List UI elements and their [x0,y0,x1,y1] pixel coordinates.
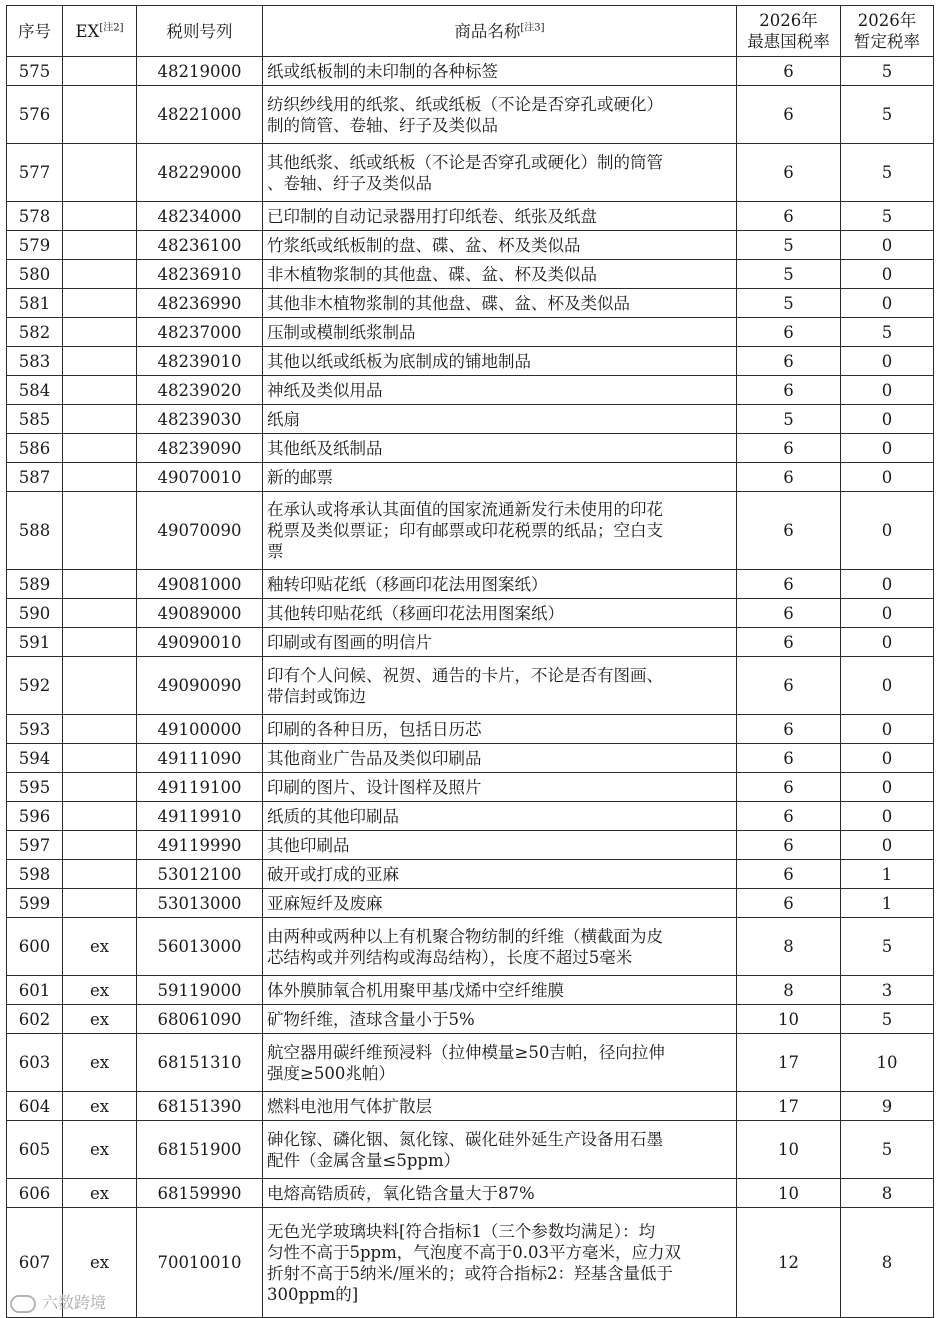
table-row [7,918,934,976]
cell-name [263,918,737,976]
cell-name [263,376,737,405]
table-row [7,1121,934,1179]
cell-ex [63,405,137,434]
cell-provisional-rate: 5 [841,318,934,347]
table-row [7,492,934,570]
cell-code: 48236910 [137,260,263,289]
watermark [10,1290,106,1313]
cell-ex: ex [63,1179,137,1208]
cell-ex [63,260,137,289]
table-row [7,628,934,657]
cell-name-line: 芯结构或并列结构或海岛结构），长度不超过5毫米 [267,947,633,967]
cell-ex [63,202,137,231]
cell-provisional-rate: 0 [841,657,934,715]
cell-code: 48239020 [137,376,263,405]
cell-mfn-rate: 6 [737,715,841,744]
cell-code: 49100000 [137,715,263,744]
table-row [7,144,934,202]
table-row [7,1179,934,1208]
cell-provisional-rate: 3 [841,976,934,1005]
table-row [7,976,934,1005]
cell-name-line: 无色光学玻璃块料[符合指标1（三个参数均满足）：均 [267,1221,656,1241]
cell-seq: 598 [7,860,63,889]
cell-name [263,492,737,570]
cell-ex [63,889,137,918]
cell-ex [63,773,137,802]
cell-name-line: 电熔高锆质砖，氧化锆含量大于87% [267,1183,535,1203]
cell-name-line: 折射不高于5纳米/厘米的；或符合指标2：羟基含量低于 [267,1263,674,1283]
cell-seq: 596 [7,802,63,831]
cell-name [263,1005,737,1034]
cell-ex [63,289,137,318]
cell-seq: 583 [7,347,63,376]
cell-seq: 591 [7,628,63,657]
cell-name-line: 印刷或有图画的明信片 [267,632,432,652]
table-row [7,1092,934,1121]
cell-provisional-rate: 0 [841,463,934,492]
table-row [7,289,934,318]
cell-name-line: 神纸及类似用品 [267,380,383,400]
cell-code: 48237000 [137,318,263,347]
cell-seq: 590 [7,599,63,628]
cell-provisional-rate: 0 [841,231,934,260]
header-mfn-rate: 2026年 最惠国税率 [737,6,841,57]
cell-mfn-rate: 6 [737,744,841,773]
cell-name-line: 其他非木植物浆制的其他盘、碟、盆、杯及类似品 [267,293,630,313]
cell-name-line: 带信封或饰边 [267,686,366,706]
cell-mfn-rate: 17 [737,1034,841,1092]
table-body [7,57,934,1318]
cell-name-line: 印有个人问候、祝贺、通告的卡片，不论是否有图画、 [267,665,663,685]
cell-seq: 604 [7,1092,63,1121]
cell-code: 48239090 [137,434,263,463]
cell-seq: 599 [7,889,63,918]
table-row [7,599,934,628]
cell-code: 49081000 [137,570,263,599]
cell-ex [63,628,137,657]
cell-seq: 592 [7,657,63,715]
cell-name-line: 强度≥500兆帕） [267,1063,395,1083]
cell-code: 68061090 [137,1005,263,1034]
cell-name-line: 匀性不高于5ppm，气泡度不高于0.03平方毫米，应力双 [267,1242,682,1262]
cell-name [263,260,737,289]
cell-seq: 595 [7,773,63,802]
cell-seq: 594 [7,744,63,773]
cell-mfn-rate: 5 [737,231,841,260]
cell-name [263,405,737,434]
cell-name-line: 在承认或将承认其面值的国家流通新发行未使用的印花 [267,500,663,519]
table-row [7,231,934,260]
cell-code: 48234000 [137,202,263,231]
table-row [7,802,934,831]
cell-provisional-rate: 0 [841,405,934,434]
cell-name [263,744,737,773]
cell-provisional-rate: 1 [841,860,934,889]
table-row [7,831,934,860]
cell-name-line: 票 [267,542,284,561]
cell-code: 49119100 [137,773,263,802]
cell-name-line: 300ppm的] [267,1284,359,1304]
cell-seq: 587 [7,463,63,492]
cell-provisional-rate: 8 [841,1179,934,1208]
cell-provisional-rate: 9 [841,1092,934,1121]
cell-provisional-rate: 5 [841,57,934,86]
cell-mfn-rate: 5 [737,405,841,434]
cell-mfn-rate: 6 [737,831,841,860]
cell-code: 48229000 [137,144,263,202]
cell-provisional-rate: 5 [841,1121,934,1179]
cell-mfn-rate: 6 [737,434,841,463]
cell-ex [63,570,137,599]
cell-name [263,570,737,599]
cell-code: 48219000 [137,57,263,86]
cell-name-line: 非木植物浆制的其他盘、碟、盆、杯及类似品 [267,264,597,284]
cell-code: 49111090 [137,744,263,773]
cell-name [263,1179,737,1208]
cell-provisional-rate: 0 [841,376,934,405]
table-row [7,405,934,434]
cell-ex: ex [63,1208,137,1318]
cell-name-line: 竹浆纸或纸板制的盘、碟、盆、杯及类似品 [267,235,581,255]
cell-seq: 584 [7,376,63,405]
table-row [7,434,934,463]
cell-name-line: 税票及类似票证；印有邮票或印花税票的纸品；空白支 [267,521,663,540]
cell-name [263,889,737,918]
cell-provisional-rate: 0 [841,289,934,318]
cell-code: 56013000 [137,918,263,976]
cell-name [263,347,737,376]
cell-mfn-rate: 10 [737,1005,841,1034]
cell-provisional-rate: 5 [841,202,934,231]
table-row [7,318,934,347]
cell-name-line: 已印制的自动记录器用打印纸卷、纸张及纸盘 [267,206,597,226]
cell-provisional-rate: 1 [841,889,934,918]
cell-name-line: 纸或纸板制的未印制的各种标签 [267,61,498,81]
cell-code: 49070090 [137,492,263,570]
cell-seq: 600 [7,918,63,976]
cell-name [263,202,737,231]
cell-name [263,976,737,1005]
cell-mfn-rate: 6 [737,802,841,831]
table-row [7,260,934,289]
cell-seq: 603 [7,1034,63,1092]
cell-name [263,463,737,492]
cell-ex: ex [63,918,137,976]
cell-ex [63,376,137,405]
cell-provisional-rate: 0 [841,802,934,831]
cell-ex: ex [63,1121,137,1179]
table-row [7,773,934,802]
cell-name-line: 其他印刷品 [267,835,350,855]
cell-name [263,831,737,860]
cell-name [263,657,737,715]
table-row [7,347,934,376]
cell-seq: 586 [7,434,63,463]
cell-name-line: 矿物纤维，渣球含量小于5% [267,1009,475,1029]
cell-seq: 593 [7,715,63,744]
table-row [7,744,934,773]
cell-name-line: 纸扇 [267,409,300,429]
cell-name-line: 纸质的其他印刷品 [267,806,399,826]
cell-name [263,434,737,463]
cell-ex: ex [63,976,137,1005]
cell-mfn-rate: 6 [737,144,841,202]
table-row [7,1208,934,1318]
cell-mfn-rate: 6 [737,657,841,715]
cell-code: 48221000 [137,86,263,144]
cell-code: 49090090 [137,657,263,715]
cell-code: 48236990 [137,289,263,318]
table-row [7,657,934,715]
table-row [7,889,934,918]
cell-name-line: 印刷的图片、设计图样及照片 [267,777,482,797]
cell-provisional-rate: 8 [841,1208,934,1318]
cell-name-line: 压制或模制纸浆制品 [267,322,416,342]
chain-link-icon [10,1295,36,1313]
cell-provisional-rate: 10 [841,1034,934,1092]
cell-code: 49070010 [137,463,263,492]
header-code: 税则号列 [137,6,263,57]
cell-name-line: 制的筒管、卷轴、纡子及类似品 [267,115,498,135]
header-name-note: [注3] [520,22,545,33]
cell-mfn-rate: 6 [737,889,841,918]
header-name: 商品名称[注3] [263,6,737,57]
cell-name [263,144,737,202]
cell-ex [63,347,137,376]
cell-seq: 579 [7,231,63,260]
cell-code: 68159990 [137,1179,263,1208]
cell-code: 49090010 [137,628,263,657]
table-row [7,463,934,492]
cell-seq: 577 [7,144,63,202]
cell-name [263,802,737,831]
cell-mfn-rate: 6 [737,318,841,347]
cell-code: 68151310 [137,1034,263,1092]
cell-ex [63,463,137,492]
watermark-text: 六数跨境 [42,1293,107,1312]
cell-mfn-rate: 8 [737,918,841,976]
cell-mfn-rate: 6 [737,860,841,889]
cell-name-line: 其他商业广告品及类似印刷品 [267,748,482,768]
cell-seq: 601 [7,976,63,1005]
cell-seq: 576 [7,86,63,144]
cell-name-line: 亚麻短纤及废麻 [267,893,383,913]
cell-seq: 580 [7,260,63,289]
table-row [7,1034,934,1092]
cell-seq: 607 [7,1208,63,1318]
cell-name-line: 、卷轴、纡子及类似品 [267,173,432,193]
cell-seq: 575 [7,57,63,86]
cell-code: 59119000 [137,976,263,1005]
cell-ex [63,144,137,202]
table-row [7,86,934,144]
cell-name [263,860,737,889]
cell-ex [63,318,137,347]
cell-name [263,773,737,802]
cell-mfn-rate: 5 [737,260,841,289]
cell-provisional-rate: 5 [841,918,934,976]
header-provisional-rate: 2026年 暂定税率 [841,6,934,57]
cell-ex [63,715,137,744]
cell-ex [63,657,137,715]
cell-seq: 585 [7,405,63,434]
cell-provisional-rate: 0 [841,260,934,289]
cell-mfn-rate: 6 [737,463,841,492]
cell-provisional-rate: 0 [841,831,934,860]
cell-name [263,599,737,628]
cell-name [263,57,737,86]
cell-name-line: 燃料电池用气体扩散层 [267,1096,432,1116]
cell-ex: ex [63,1005,137,1034]
cell-mfn-rate: 6 [737,570,841,599]
cell-code: 48239010 [137,347,263,376]
cell-ex [63,492,137,570]
cell-provisional-rate: 5 [841,1005,934,1034]
cell-seq: 581 [7,289,63,318]
cell-seq: 578 [7,202,63,231]
cell-provisional-rate: 0 [841,715,934,744]
cell-provisional-rate: 0 [841,570,934,599]
cell-name-line: 砷化镓、磷化铟、氮化镓、碳化硅外延生产设备用石墨 [267,1129,663,1149]
cell-seq: 606 [7,1179,63,1208]
cell-mfn-rate: 10 [737,1121,841,1179]
cell-name-line: 其他转印贴花纸（移画印花法用图案纸） [267,603,564,623]
header-seq: 序号 [7,6,63,57]
cell-ex [63,57,137,86]
cell-code: 49089000 [137,599,263,628]
cell-ex [63,231,137,260]
header-row [7,6,934,57]
cell-code: 49119910 [137,802,263,831]
cell-name [263,1208,737,1318]
cell-provisional-rate: 0 [841,599,934,628]
cell-provisional-rate: 0 [841,492,934,570]
cell-mfn-rate: 6 [737,628,841,657]
cell-name [263,86,737,144]
cell-name [263,628,737,657]
cell-name [263,1034,737,1092]
cell-name-line: 体外膜肺氧合机用聚甲基戊烯中空纤维膜 [267,980,564,1000]
cell-name [263,289,737,318]
cell-provisional-rate: 0 [841,434,934,463]
cell-provisional-rate: 5 [841,86,934,144]
cell-mfn-rate: 5 [737,289,841,318]
cell-provisional-rate: 0 [841,628,934,657]
cell-ex: ex [63,1034,137,1092]
cell-code: 68151900 [137,1121,263,1179]
table-row [7,1005,934,1034]
cell-provisional-rate: 0 [841,347,934,376]
cell-name-line: 纺织纱线用的纸浆、纸或纸板（不论是否穿孔或硬化） [267,94,663,114]
cell-name [263,231,737,260]
cell-code: 49119990 [137,831,263,860]
table-row [7,202,934,231]
cell-name [263,318,737,347]
cell-ex [63,434,137,463]
cell-name-line: 其他纸浆、纸或纸板（不论是否穿孔或硬化）制的筒管 [267,152,663,172]
cell-mfn-rate: 6 [737,57,841,86]
cell-code: 70010010 [137,1208,263,1318]
cell-mfn-rate: 6 [737,202,841,231]
cell-name-line: 其他以纸或纸板为底制成的铺地制品 [267,351,531,371]
cell-ex [63,744,137,773]
cell-code: 53012100 [137,860,263,889]
cell-name-line: 其他纸及纸制品 [267,438,383,458]
cell-ex [63,860,137,889]
cell-mfn-rate: 6 [737,376,841,405]
cell-mfn-rate: 6 [737,599,841,628]
cell-name-line: 航空器用碳纤维预浸料（拉伸模量≥50吉帕，径向拉伸 [267,1042,665,1062]
cell-mfn-rate: 6 [737,86,841,144]
cell-seq: 582 [7,318,63,347]
cell-mfn-rate: 6 [737,492,841,570]
header-ex: EX[注2] [63,6,137,57]
cell-name-line: 新的邮票 [267,467,333,487]
cell-name [263,715,737,744]
cell-provisional-rate: 0 [841,773,934,802]
table-row [7,57,934,86]
cell-seq: 597 [7,831,63,860]
table-row [7,570,934,599]
cell-code: 48236100 [137,231,263,260]
cell-mfn-rate: 10 [737,1179,841,1208]
cell-mfn-rate: 6 [737,347,841,376]
cell-code: 53013000 [137,889,263,918]
cell-name [263,1121,737,1179]
cell-mfn-rate: 12 [737,1208,841,1318]
cell-provisional-rate: 5 [841,144,934,202]
cell-ex [63,831,137,860]
cell-mfn-rate: 8 [737,976,841,1005]
cell-seq: 589 [7,570,63,599]
cell-seq: 605 [7,1121,63,1179]
cell-name-line: 釉转印贴花纸（移画印花法用图案纸） [267,574,548,594]
cell-code: 68151390 [137,1092,263,1121]
cell-mfn-rate: 6 [737,773,841,802]
cell-mfn-rate: 17 [737,1092,841,1121]
cell-seq: 602 [7,1005,63,1034]
table-row [7,715,934,744]
cell-seq: 588 [7,492,63,570]
cell-name-line: 配件（金属含量≤5ppm） [267,1150,461,1170]
tariff-table [6,5,934,1318]
cell-name-line: 印刷的各种日历，包括日历芯 [267,719,482,739]
cell-ex: ex [63,1092,137,1121]
cell-code: 48239030 [137,405,263,434]
cell-ex [63,802,137,831]
cell-name-line: 破开或打成的亚麻 [267,864,399,884]
cell-name-line: 由两种或两种以上有机聚合物纺制的纤维（横截面为皮 [267,926,663,946]
header-ex-note: [注2] [99,22,124,33]
cell-ex [63,599,137,628]
cell-provisional-rate: 0 [841,744,934,773]
cell-ex [63,86,137,144]
cell-name [263,1092,737,1121]
table-row [7,860,934,889]
table-row [7,376,934,405]
